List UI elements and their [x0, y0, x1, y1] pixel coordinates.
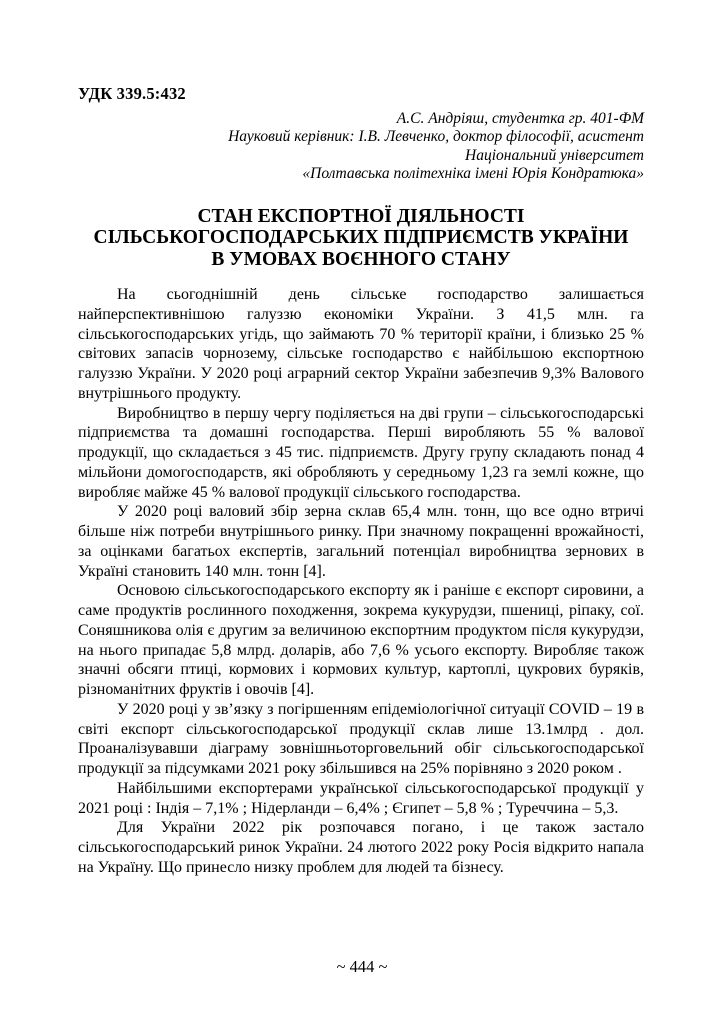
paragraph-war-2022: Для України 2022 рік розпочався погано, і це також застало сільськогосподарський ринок України. 24 лютого 2022 року Росія відкрито напала на Україну. Що принесло низку проблем для людей та бізнесу. — [78, 819, 644, 876]
byline-university-name: «Полтавська політехніка імені Юрія Кондратюка» — [302, 165, 644, 183]
title-line-2: СІЛЬСЬКОГОСПОДАРСЬКИХ ПІДПРИЄМСТВ УКРАЇНИ — [93, 227, 629, 249]
udk-code: УДК 339.5:432 — [78, 84, 186, 103]
paragraph-grain-harvest: У 2020 році валовий збір зерна склав 65,4 млн. тонн, що все одно втричі більше ніж потреби внутрішнього ринку. При значному покращенні врожайності, за оцінками багатьох експертів, загальний потенціал виробництва зернових в Україні становить 140 млн. тонн [4]. — [78, 503, 644, 580]
title-line-3: В УМОВАХ ВОЄННОГО СТАНУ — [211, 249, 511, 271]
title-line-1: СТАН ЕКСПОРТНОЇ ДІЯЛЬНОСТІ — [197, 205, 525, 227]
page-number: ~ 444 ~ — [336, 957, 388, 976]
paragraph-export-basis: Основою сільськогосподарського експорту як і раніше є експорт сировини, а саме продуктів рослинного походження, зокрема кукурудзи, пшениці, ріпаку, сої. Соняшникова олія є другим за величиною експортним продуктом після кукурудзи, на нього припадає 5,8 млрд. доларів, або 7,6 % усього експорту. Виробляє також значні обсяги птиці, кормових і кормових культур, картоплі, цукрових буряків, різноманітних фруктів і овочів [4]. — [78, 582, 644, 699]
byline-block — [78, 110, 644, 184]
paragraph-covid-export: У 2020 році у зв’язку з погіршенням епідеміологічної ситуації COVID – 19 в світі експорт сільськогосподарської продукції склав лише 13.1млрд . дол. Проаналізувавши діаграму зовнішньоторговельний обіг сільськогосподарської продукції за підсумками 2021 року збільшився на 25% порівняно з 2020 роком . — [78, 700, 644, 778]
paragraph-top-exporters: Найбільшими експортерами української сільськогосподарської продукції у 2021 році : Індія – 7,1% ; Нідерланди – 6,4% ; Єгипет – 5,8 % ; Туреччина – 5,3. — [78, 779, 644, 817]
text-column — [78, 84, 644, 878]
byline-university: Національний університет — [465, 146, 644, 164]
body-text — [78, 285, 644, 878]
paragraph-intro: На сьогоднішній день сільське господарство залишається найперспективнішою галуззю економіки України. З 41,5 млн. га сільськогосподарських угідь, що займають 70 % території країни, і близько 25 % світових запасів чорнозему, сільське господарство є найбільшою експортною галуззю України. У 2020 році аграрний сектор України забезпечив 9,3% Валового внутрішнього продукту. — [78, 286, 644, 402]
paper-title — [78, 206, 644, 271]
paragraph-production-groups: Виробництво в першу чергу поділяється на дві групи – сільськогосподарські підприємства та домашні господарства. Перші виробляють 55 % валової продукції, що складається з 45 тис. підприємств. Другу групу складають понад 4 мільйони домогосподарств, які обробляють у середньому 1,23 га землі кожне, що виробляє майже 45 % валової продукції сільського господарства. — [78, 404, 644, 501]
byline-supervisor: Науковий керівник: І.В. Левченко, доктор філософії, асистент — [228, 128, 644, 146]
byline-author: А.С. Андріяш, студентка гр. 401-ФМ — [396, 110, 644, 127]
